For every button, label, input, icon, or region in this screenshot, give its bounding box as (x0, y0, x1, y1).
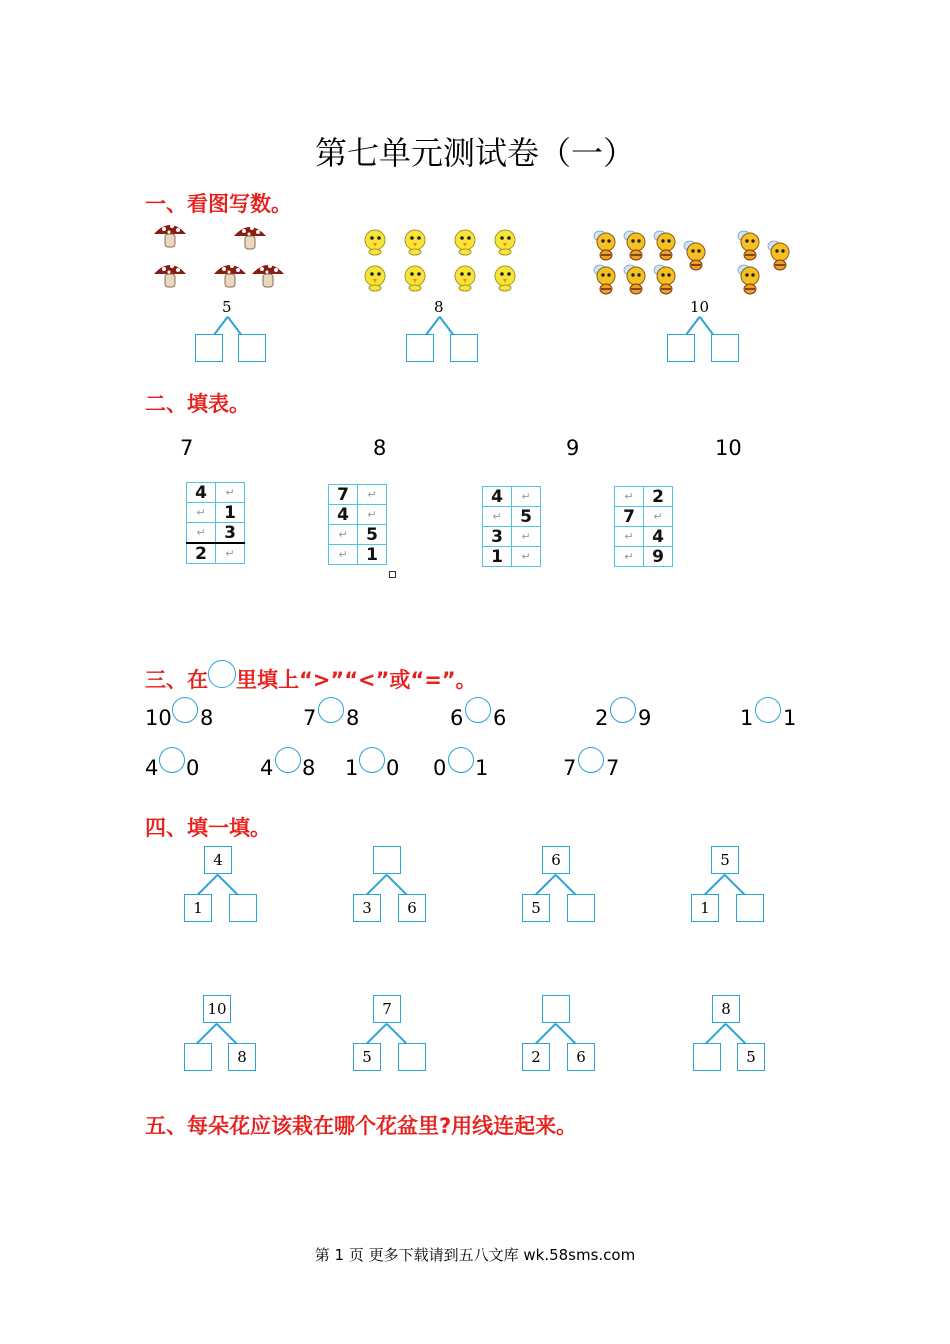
resize-handle (389, 571, 396, 578)
answer-box[interactable] (667, 334, 695, 362)
compare-circle[interactable] (172, 697, 198, 723)
table-header: 7 (180, 436, 194, 460)
table-header: 9 (566, 436, 580, 460)
compare-left: 4 (260, 756, 274, 780)
section-4-heading: 四、填一填。 (145, 816, 271, 840)
mushroom-icon (150, 218, 295, 296)
tree-top-box[interactable]: 8 (712, 995, 740, 1023)
compare-left: 0 (433, 756, 447, 780)
tree-right-box[interactable]: 8 (228, 1043, 256, 1071)
tree-top-box[interactable]: 5 (711, 846, 739, 874)
answer-box[interactable] (450, 334, 478, 362)
page-title: 第七单元测试卷（一） (314, 134, 635, 172)
compare-right: 1 (783, 706, 797, 730)
compare-circle[interactable] (159, 747, 185, 773)
answer-box[interactable] (238, 334, 266, 362)
section-1-heading: 一、看图写数。 (145, 192, 292, 216)
compare-circle[interactable] (610, 697, 636, 723)
tree-right-box[interactable]: 6 (398, 894, 426, 922)
page-footer: 第 1 页 更多下载请到五八文库 wk.58sms.com (314, 1246, 636, 1264)
compare-right: 7 (606, 756, 620, 780)
answer-box[interactable] (406, 334, 434, 362)
section-3-heading: 三、在 里填上“>”“<”或“=”。 (145, 664, 477, 694)
compare-circle[interactable] (465, 697, 491, 723)
section-5-heading: 五、每朵花应该栽在哪个花盆里?用线连起来。 (145, 1114, 578, 1138)
tree-total: 5 (222, 298, 232, 316)
tree-total: 8 (434, 298, 444, 316)
answer-box[interactable] (711, 334, 739, 362)
compare-circle[interactable] (755, 697, 781, 723)
tree-left-box[interactable]: 2 (522, 1043, 550, 1071)
tree-top-box[interactable]: 10 (203, 995, 231, 1023)
compare-right: 0 (186, 756, 200, 780)
circle-icon (208, 660, 236, 688)
table-header: 10 (715, 436, 742, 460)
compare-right: 1 (475, 756, 489, 780)
tree-left-box[interactable]: 3 (353, 894, 381, 922)
compare-right: 8 (302, 756, 316, 780)
tree-left-box[interactable]: 1 (691, 894, 719, 922)
tree-right-box[interactable]: 6 (567, 1043, 595, 1071)
tree-left-box[interactable] (184, 1043, 212, 1071)
compare-left: 10 (145, 706, 172, 730)
tree-right-box[interactable] (736, 894, 764, 922)
tree-top-box[interactable]: 6 (542, 846, 570, 874)
answer-box[interactable] (195, 334, 223, 362)
section-2-heading: 二、填表。 (145, 392, 250, 416)
tree-top-box[interactable] (542, 995, 570, 1023)
tree-left-box[interactable]: 5 (522, 894, 550, 922)
split-table-8: 7 ↵ 4 ↵ ↵ 5 ↵ 1 (328, 484, 387, 565)
tree-left-box[interactable]: 5 (353, 1043, 381, 1071)
tree-top-box[interactable]: 4 (204, 846, 232, 874)
tree-right-box[interactable]: 5 (737, 1043, 765, 1071)
tree-top-box[interactable] (373, 846, 401, 874)
compare-right: 8 (200, 706, 214, 730)
compare-circle[interactable] (578, 747, 604, 773)
compare-circle[interactable] (275, 747, 301, 773)
compare-left: 2 (595, 706, 609, 730)
compare-left: 7 (303, 706, 317, 730)
tree-left-box[interactable]: 1 (184, 894, 212, 922)
compare-right: 0 (386, 756, 400, 780)
table-header: 8 (373, 436, 387, 460)
compare-right: 8 (346, 706, 360, 730)
bee-icon (590, 228, 805, 302)
tree-right-box[interactable] (567, 894, 595, 922)
compare-circle[interactable] (359, 747, 385, 773)
compare-left: 1 (740, 706, 754, 730)
split-table-7: 4 ↵ ↵ 1 ↵ 3 2 ↵ (186, 482, 245, 564)
compare-right: 6 (493, 706, 507, 730)
tree-left-box[interactable] (693, 1043, 721, 1071)
tree-top-box[interactable]: 7 (373, 995, 401, 1023)
chick-icon (360, 226, 530, 298)
tree-total: 10 (690, 298, 710, 316)
tree-right-box[interactable] (229, 894, 257, 922)
compare-left: 6 (450, 706, 464, 730)
split-table-10: ↵ 2 7 ↵ ↵ 4 ↵ 9 (614, 486, 673, 567)
tree-right-box[interactable] (398, 1043, 426, 1071)
compare-circle[interactable] (448, 747, 474, 773)
compare-left: 4 (145, 756, 159, 780)
split-table-9: 4 ↵ ↵ 5 3 ↵ 1 ↵ (482, 486, 541, 567)
compare-left: 7 (563, 756, 577, 780)
compare-right: 9 (638, 706, 652, 730)
compare-left: 1 (345, 756, 359, 780)
compare-circle[interactable] (318, 697, 344, 723)
